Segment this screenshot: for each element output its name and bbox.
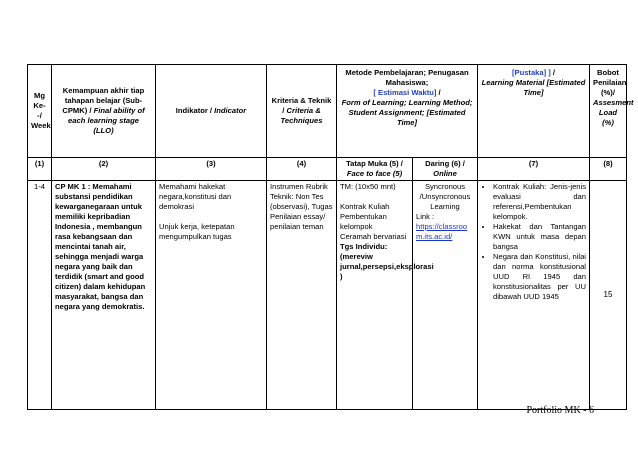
number-7: (7) [478,158,590,181]
page-footer: Portfolio MK - 6 [526,405,594,416]
header-method: Metode Pembelajaran; Penugasan Mahasiswa; [ Estimasi Waktu] / Form of Learning; Learning Method; Student Assignment; [Estimated Time] [337,65,478,158]
indicator-text-2: Unjuk kerja, ketepatan mengumpulkan tugas [159,222,235,241]
classroom-link[interactable]: https://classroom.its.ac.id/ [416,222,468,241]
number-8: (8) [590,158,627,181]
week-cell: 1-4 [28,181,52,410]
number-3: (3) [156,158,267,181]
online-cell: Syncronous /Unsyncronous Learning Link : https://classroom.its.ac.id/ [413,181,478,410]
list-item: • Kontrak Kuliah: Jenis-jenis evaluasi dan referensi,Pembentukan kelompok. [493,182,586,222]
header-material: [Pustaka] ] / Learning Material [Estimated Time] [478,65,590,158]
number-row [28,158,627,181]
face-to-face-cell: TM: (10x50 mnt) Kontrak Kuliah Pembentukan kelompok Ceramah bervariasi Tgs Individu: (mereviw jurnal,persepsi,eksplorasi ) [337,181,413,410]
llo-cell: CP MK 1 : Memahami substansi pendidikan kewarganegaraan untuk memiliki kepribadian Indonesia , membangun rasa kebangsaan dan mencintai tanah air, sehingga menjadi warga negara yang baik dan terdidik (smart and good citizen) dalam kehidupan masyarakat, bangsa dan negara yang demokratis. [52,181,156,410]
rps-table [27,64,634,410]
number-2: (2) [52,158,156,181]
table-row [28,181,627,410]
number-6: Daring (6) / Online [413,158,478,181]
weight-cell: 15 [590,181,627,410]
header-week: Mg Ke- -/ Week [28,65,52,158]
indicator-cell [156,181,267,410]
header-indicator: Indikator / Indicator [156,65,267,158]
header-row [28,65,627,158]
list-item: • Hakekat dan Tantangan KWN untuk masa depan bangsa [493,222,586,252]
number-5: Tatap Muka (5) / Face to face (5) [337,158,413,181]
criteria-cell: Instrumen Rubrik Teknik: Non Tes (observasi), Tugas Penilaian essay/ penilaian teman [267,181,337,410]
number-4: (4) [267,158,337,181]
list-item: • Negara dan Konstitusi, nilai dan norma konstitusional UUD RI 1945 dan konstitusionalitas per UU dibawah UUD 1945 [493,252,586,302]
header-weight: Bobot Penilaian (%)/ Assesment Load (%) [590,65,627,158]
indicator-text-1: Memahami hakekat negara,konstitusi dan demokrasi [159,182,232,211]
number-1: (1) [28,158,52,181]
material-cell [478,181,590,410]
header-llo: Kemampuan akhir tiap tahapan belajar (Sub-CPMK) / Final ability of each learning stage (LLO) [52,65,156,158]
header-criteria: Kriteria & Teknik / Criteria & Techniques [267,65,337,158]
